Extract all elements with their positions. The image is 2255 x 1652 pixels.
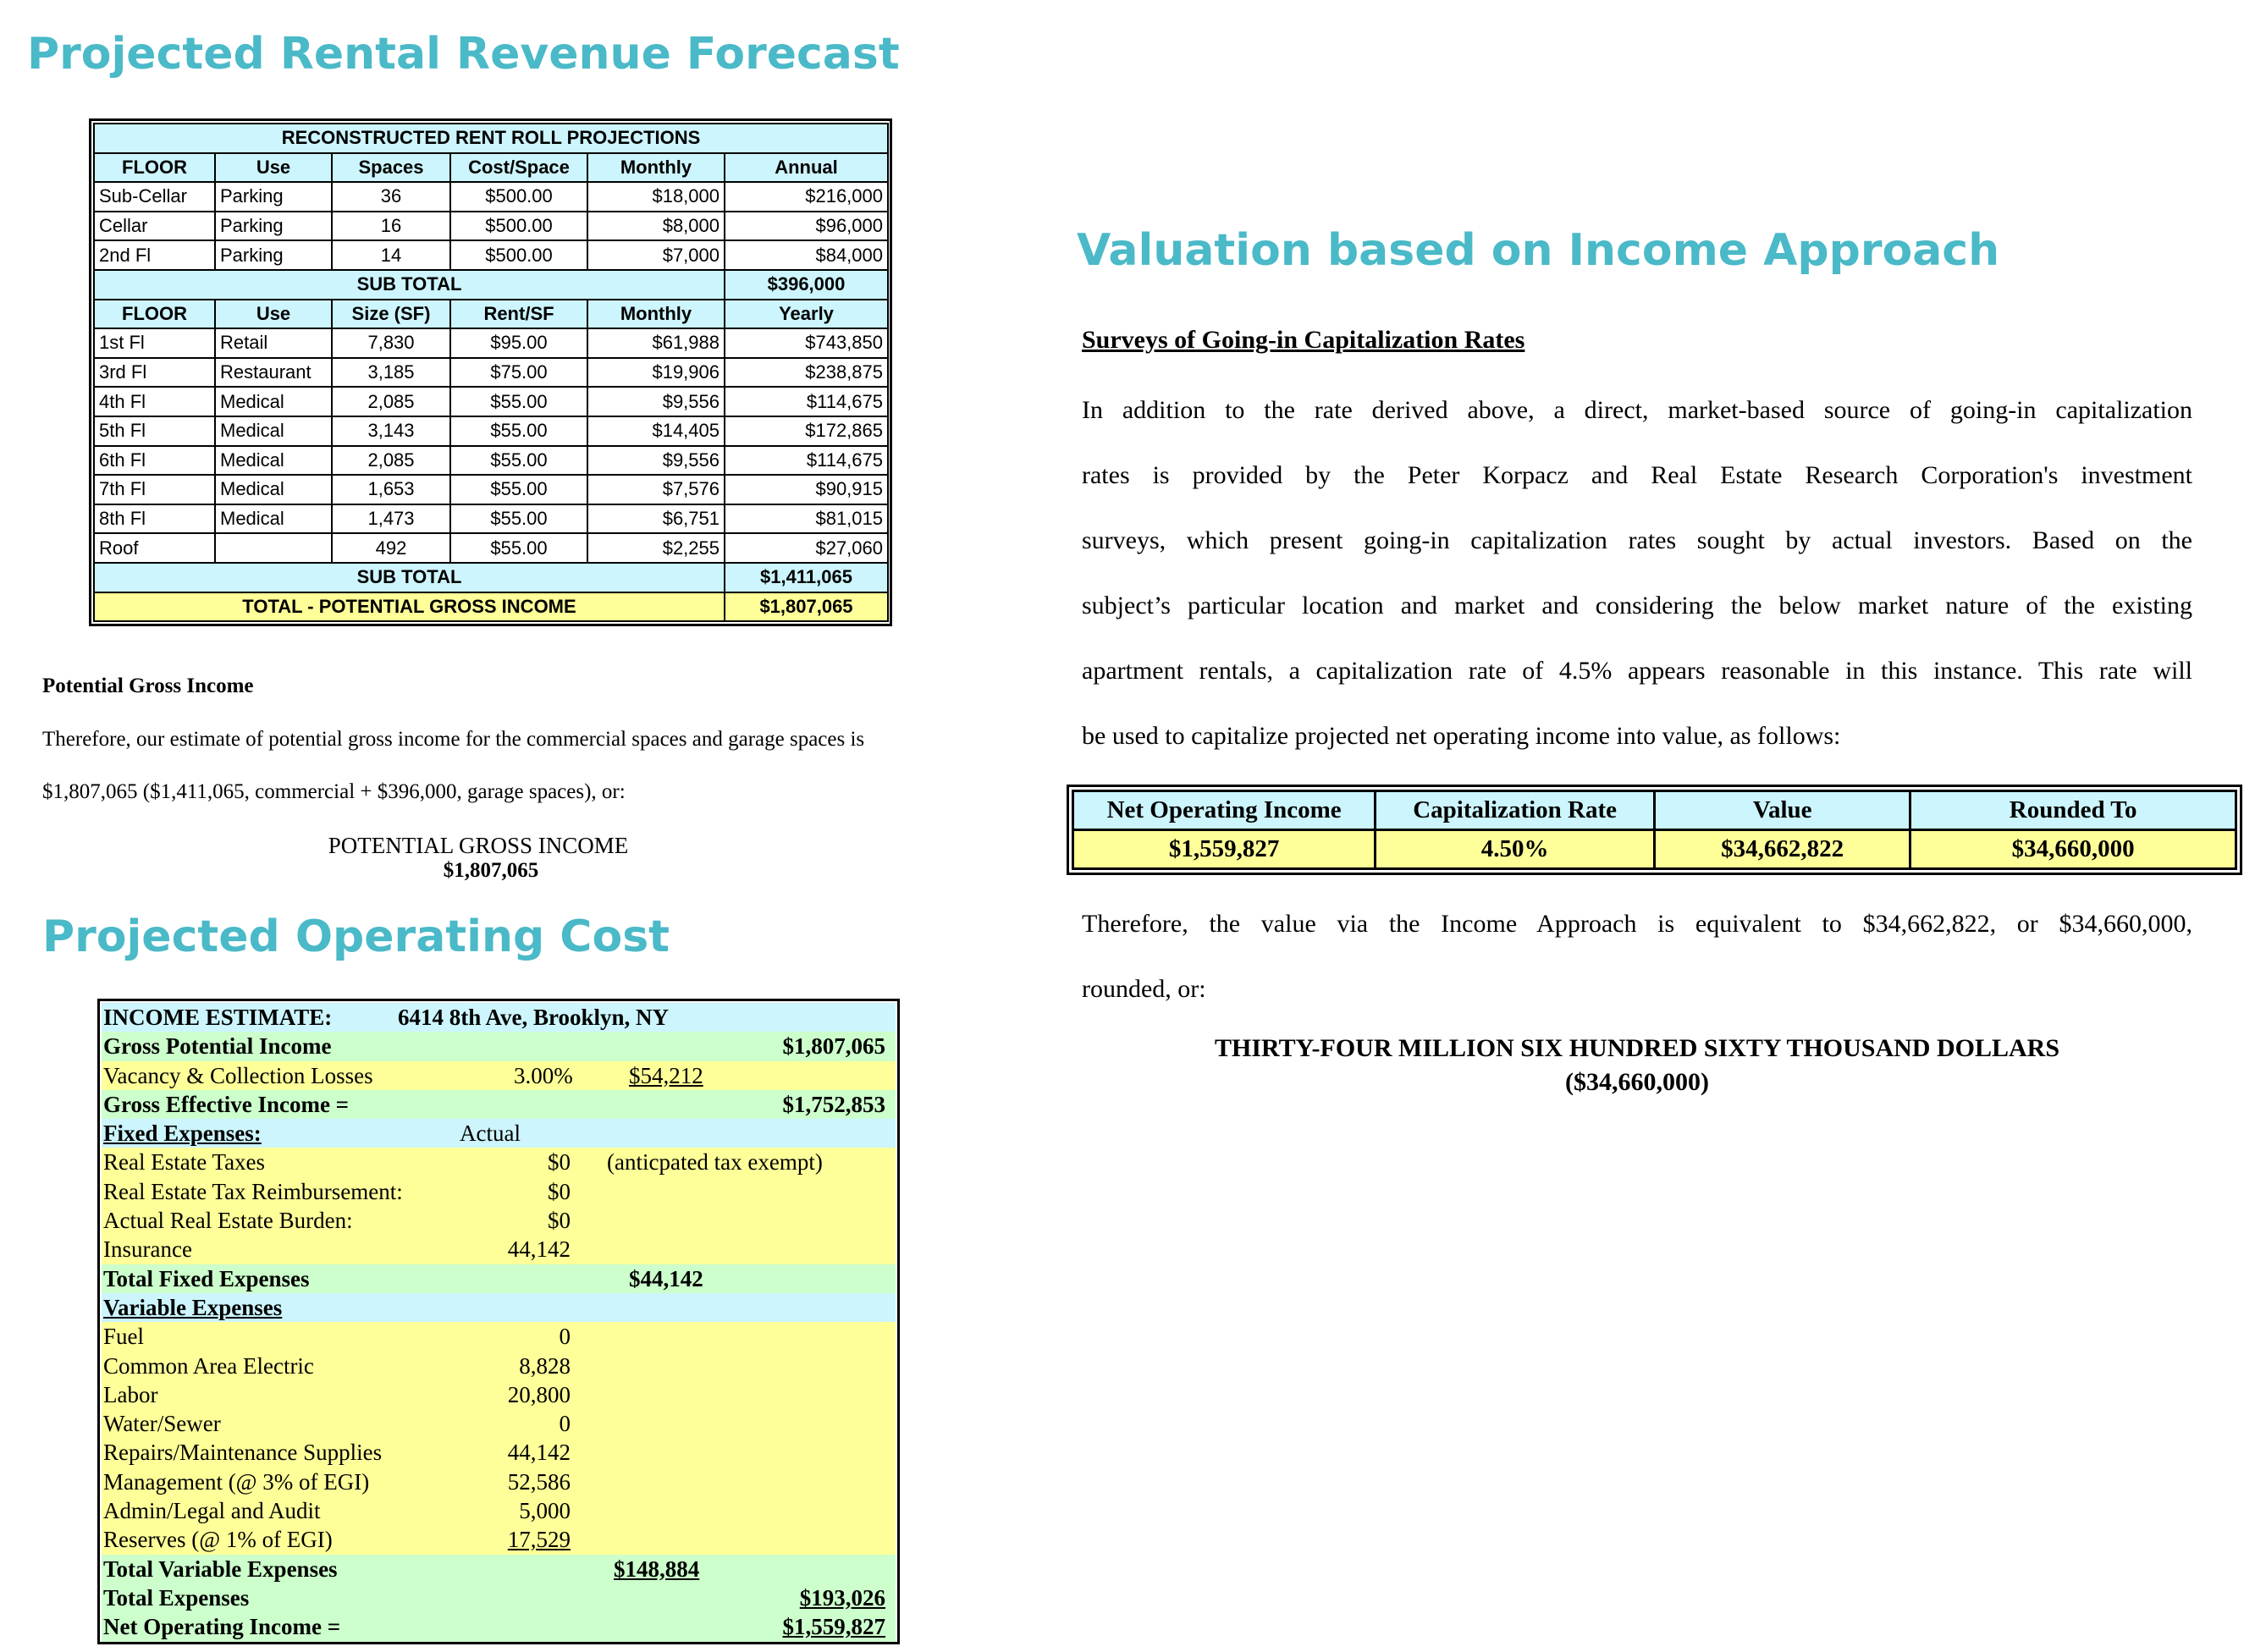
cap-rate-value: 4.50% xyxy=(1376,830,1655,869)
ie-label: Real Estate Tax Reimbursement: xyxy=(103,1178,403,1204)
column-header: Use xyxy=(215,153,332,183)
value-amount: $34,662,822 xyxy=(1654,830,1910,869)
ie-actual-label: Actual xyxy=(460,1121,521,1147)
commercial-row xyxy=(94,416,888,446)
ie-value: 17,529 xyxy=(507,1527,571,1553)
subtotal-label: TOTAL - POTENTIAL GROSS INCOME xyxy=(94,592,725,622)
ie-label: Insurance xyxy=(103,1236,192,1263)
ie-value: 44,142 xyxy=(507,1236,571,1263)
ie-value: 8,828 xyxy=(519,1352,571,1379)
ie-value: $1,807,065 xyxy=(782,1033,885,1060)
parking-row xyxy=(94,212,888,241)
table-cell: 5th Fl xyxy=(94,416,215,446)
table-cell: 2nd Fl xyxy=(94,240,215,270)
ie-label: Reserves (@ 1% of EGI) xyxy=(103,1527,333,1553)
column-header: Yearly xyxy=(725,300,888,329)
ie-title-row xyxy=(102,1003,896,1032)
table-cell: $500.00 xyxy=(450,212,587,241)
column-header: Annual xyxy=(725,153,888,183)
table-cell: 6th Fl xyxy=(94,446,215,476)
ie-value: 44,142 xyxy=(507,1440,571,1466)
table-cell: $500.00 xyxy=(450,182,587,212)
expense-item-row xyxy=(102,1409,896,1438)
table-cell: $96,000 xyxy=(725,212,888,241)
column-header: Value xyxy=(1654,791,1910,830)
table-cell: 3,143 xyxy=(332,416,450,446)
ie-title-label: INCOME ESTIMATE: xyxy=(103,1005,333,1030)
parking-row xyxy=(94,240,888,270)
table-cell: Roof xyxy=(94,533,215,563)
table-cell: 8th Fl xyxy=(94,504,215,534)
table-cell: Restaurant xyxy=(215,358,332,388)
ie-label: Gross Potential Income xyxy=(103,1033,332,1060)
ie-label: Total Expenses xyxy=(103,1584,250,1611)
table-cell: 36 xyxy=(332,182,450,212)
ie-label: Vacancy & Collection Losses xyxy=(103,1062,373,1088)
ie-value: 20,800 xyxy=(507,1381,571,1407)
table-cell: Parking xyxy=(215,182,332,212)
table-cell: 2,085 xyxy=(332,387,450,416)
table-cell: $14,405 xyxy=(587,416,725,446)
parking-row xyxy=(94,182,888,212)
valuation-table xyxy=(1067,785,2242,875)
final-value-words: THIRTY-FOUR MILLION SIX HUNDRED SIXTY THOUSAND DOLLARS xyxy=(1214,1034,2059,1062)
column-header: Net Operating Income xyxy=(1073,791,1376,830)
ie-value: $0 xyxy=(548,1178,571,1204)
column-header: Monthly xyxy=(587,300,725,329)
ie-total-fixed-row xyxy=(102,1264,896,1293)
expense-item-row xyxy=(102,1235,896,1264)
paragraph-line: rates is provided by the Peter Korpacz and Real Estate Research Corporation's investment xyxy=(1082,461,2192,489)
ie-label: Variable Expenses xyxy=(103,1294,283,1320)
column-header: Use xyxy=(215,300,332,329)
table-cell: $9,556 xyxy=(587,446,725,476)
ie-label: Actual Real Estate Burden: xyxy=(103,1208,353,1234)
final-value-number: ($34,660,000) xyxy=(1565,1068,1709,1096)
column-header: Capitalization Rate xyxy=(1376,791,1655,830)
expense-item-row xyxy=(102,1380,896,1409)
table-cell: $75.00 xyxy=(450,358,587,388)
table-cell: Medical xyxy=(215,416,332,446)
paragraph-line: rounded, or: xyxy=(1082,975,1206,1003)
table-cell: Sub-Cellar xyxy=(94,182,215,212)
ie-noi-row xyxy=(102,1612,896,1641)
ie-value: 52,586 xyxy=(507,1468,571,1495)
parking-subtotal-row xyxy=(94,270,888,300)
expense-item-row xyxy=(102,1496,896,1525)
ie-label: Repairs/Maintenance Supplies xyxy=(103,1440,383,1466)
ie-value: $54,212 xyxy=(629,1062,703,1088)
table-cell: $114,675 xyxy=(725,387,888,416)
table-cell: $55.00 xyxy=(450,416,587,446)
ie-value: 0 xyxy=(559,1324,571,1350)
paragraph-line: Therefore, the value via the Income Approach is equivalent to $34,662,822, or $34,660,000, xyxy=(1082,910,2192,938)
ie-label: Admin/Legal and Audit xyxy=(103,1498,321,1524)
ie-label: Net Operating Income = xyxy=(103,1614,341,1640)
paragraph-line: subject’s particular location and market and considering the below market nature of the existing xyxy=(1082,592,2192,620)
column-header: Cost/Space xyxy=(450,153,587,183)
valuation-heading: Valuation based on Income Approach xyxy=(1077,225,2000,276)
table-cell: 1,653 xyxy=(332,475,450,504)
paragraph-line: surveys, which present going-in capitalization rates sought by actual investors. Based on the xyxy=(1082,526,2192,554)
expense-item-row xyxy=(102,1148,896,1176)
table-cell: $55.00 xyxy=(450,446,587,476)
total-gross-income-row xyxy=(94,592,888,622)
operating-cost-heading: Projected Operating Cost xyxy=(42,911,670,962)
ie-address: 6414 8th Ave, Brooklyn, NY xyxy=(398,1005,670,1030)
valuation-header-row xyxy=(1073,791,2236,830)
rent-roll-table xyxy=(89,118,892,626)
commercial-row xyxy=(94,475,888,504)
income-estimate-table xyxy=(97,999,900,1644)
subtotal-value: $396,000 xyxy=(725,270,888,300)
table-cell: 7,830 xyxy=(332,328,450,358)
table-cell: Retail xyxy=(215,328,332,358)
ie-label: Water/Sewer xyxy=(103,1411,221,1437)
ie-label: Total Fixed Expenses xyxy=(103,1265,310,1291)
table-cell: $500.00 xyxy=(450,240,587,270)
ie-value: 0 xyxy=(559,1411,571,1437)
table-cell: $9,556 xyxy=(587,387,725,416)
ie-gross-potential-row xyxy=(102,1032,896,1060)
rent-roll-title: RECONSTRUCTED RENT ROLL PROJECTIONS xyxy=(94,124,888,153)
rental-forecast-heading: Projected Rental Revenue Forecast xyxy=(27,29,900,80)
ie-label: Common Area Electric xyxy=(103,1352,314,1379)
ie-label: Real Estate Taxes xyxy=(103,1149,266,1176)
table-cell: Medical xyxy=(215,446,332,476)
table-cell: $27,060 xyxy=(725,533,888,563)
ie-total-variable-row xyxy=(102,1555,896,1583)
table-cell: $55.00 xyxy=(450,504,587,534)
table-cell: Parking xyxy=(215,240,332,270)
ie-label: Labor xyxy=(103,1381,158,1407)
table-cell: $8,000 xyxy=(587,212,725,241)
expense-item-row xyxy=(102,1322,896,1351)
table-cell: $18,000 xyxy=(587,182,725,212)
ie-value: $0 xyxy=(548,1208,571,1234)
column-header: Rounded To xyxy=(1910,791,2236,830)
expense-item-row xyxy=(102,1468,896,1496)
cap-rate-subheading: Surveys of Going-in Capitalization Rates xyxy=(1082,326,1525,354)
column-header: FLOOR xyxy=(94,300,215,329)
pgi-center-label: POTENTIAL GROSS INCOME xyxy=(328,833,629,858)
commercial-row xyxy=(94,328,888,358)
rounded-value: $34,660,000 xyxy=(1910,830,2236,869)
ie-rate: 3.00% xyxy=(514,1062,573,1088)
valuation-value-row xyxy=(1073,830,2236,869)
ie-label: Total Variable Expenses xyxy=(103,1556,338,1582)
column-header: Monthly xyxy=(587,153,725,183)
column-header: FLOOR xyxy=(94,153,215,183)
table-cell: $84,000 xyxy=(725,240,888,270)
expense-item-row xyxy=(102,1177,896,1206)
expense-item-row xyxy=(102,1438,896,1467)
table-cell: 1st Fl xyxy=(94,328,215,358)
ie-value: $0 xyxy=(548,1149,571,1176)
ie-label: Management (@ 3% of EGI) xyxy=(103,1468,370,1495)
column-header: Spaces xyxy=(332,153,450,183)
ie-gross-effective-row xyxy=(102,1090,896,1119)
table-cell xyxy=(215,533,332,563)
commercial-subtotal-row xyxy=(94,563,888,592)
ie-label: Fixed Expenses: xyxy=(103,1121,262,1147)
subtotal-value: $1,411,065 xyxy=(725,563,888,592)
ie-value: $193,026 xyxy=(799,1584,885,1611)
noi-value: $1,559,827 xyxy=(1073,830,1376,869)
table-cell: $55.00 xyxy=(450,475,587,504)
expense-item-row xyxy=(102,1525,896,1554)
valuation-paragraph xyxy=(1082,377,2192,768)
subtotal-value: $1,807,065 xyxy=(725,592,888,622)
ie-value: $1,752,853 xyxy=(782,1091,885,1117)
commercial-row xyxy=(94,533,888,563)
ie-value: $1,559,827 xyxy=(782,1614,885,1640)
table-cell: 7th Fl xyxy=(94,475,215,504)
table-cell: $238,875 xyxy=(725,358,888,388)
table-cell: 1,473 xyxy=(332,504,450,534)
ie-label: Gross Effective Income = xyxy=(103,1091,350,1117)
paragraph-line: In addition to the rate derived above, a direct, market-based source of going-in capitalization xyxy=(1082,396,2192,424)
table-cell: 492 xyxy=(332,533,450,563)
table-cell: 2,085 xyxy=(332,446,450,476)
table-cell: 3rd Fl xyxy=(94,358,215,388)
ie-label: Fuel xyxy=(103,1324,145,1350)
table-cell: $743,850 xyxy=(725,328,888,358)
ie-vacancy-row xyxy=(102,1061,896,1090)
pgi-center-value: $1,807,065 xyxy=(443,859,539,882)
table-cell: $61,988 xyxy=(587,328,725,358)
table-cell: $6,751 xyxy=(587,504,725,534)
ie-total-expenses-row xyxy=(102,1583,896,1612)
ie-note: (anticpated tax exempt) xyxy=(607,1149,823,1176)
table-cell: 14 xyxy=(332,240,450,270)
table-cell: Medical xyxy=(215,504,332,534)
table-cell: $90,915 xyxy=(725,475,888,504)
ie-value: $148,884 xyxy=(614,1556,700,1582)
table-cell: 16 xyxy=(332,212,450,241)
table-cell: $114,675 xyxy=(725,446,888,476)
table-cell: 4th Fl xyxy=(94,387,215,416)
table-cell: $19,906 xyxy=(587,358,725,388)
expense-item-row xyxy=(102,1352,896,1380)
commercial-row xyxy=(94,504,888,534)
paragraph-line: apartment rentals, a capitalization rate of 4.5% appears reasonable in this instance. This rate will xyxy=(1082,657,2192,685)
table-cell: Cellar xyxy=(94,212,215,241)
column-header: Rent/SF xyxy=(450,300,587,329)
commercial-row xyxy=(94,446,888,476)
commercial-header-row xyxy=(94,300,888,329)
parking-header-row xyxy=(94,153,888,183)
subtotal-label: SUB TOTAL xyxy=(94,563,725,592)
ie-value: 5,000 xyxy=(519,1498,571,1524)
table-cell: Medical xyxy=(215,475,332,504)
conclusion-paragraph xyxy=(1082,891,2192,1021)
commercial-row xyxy=(94,387,888,416)
pgi-line-1: Therefore, our estimate of potential gross income for the commercial spaces and garage spaces is xyxy=(42,728,865,751)
table-cell: $7,576 xyxy=(587,475,725,504)
table-cell: $2,255 xyxy=(587,533,725,563)
table-cell: Medical xyxy=(215,387,332,416)
commercial-row xyxy=(94,358,888,388)
ie-fixed-header-row xyxy=(102,1119,896,1148)
column-header: Size (SF) xyxy=(332,300,450,329)
table-cell: Parking xyxy=(215,212,332,241)
table-cell: $55.00 xyxy=(450,387,587,416)
ie-value: $44,142 xyxy=(629,1265,703,1291)
ie-variable-header-row xyxy=(102,1293,896,1322)
table-cell: $55.00 xyxy=(450,533,587,563)
table-cell: 3,185 xyxy=(332,358,450,388)
table-cell: $172,865 xyxy=(725,416,888,446)
pgi-line-2: $1,807,065 ($1,411,065, commercial + $396,000, garage spaces), or: xyxy=(42,780,626,803)
paragraph-line: be used to capitalize projected net operating income into value, as follows: xyxy=(1082,722,1841,750)
subtotal-label: SUB TOTAL xyxy=(94,270,725,300)
table-cell: $81,015 xyxy=(725,504,888,534)
table-cell: $216,000 xyxy=(725,182,888,212)
table-cell: $95.00 xyxy=(450,328,587,358)
pgi-title: Potential Gross Income xyxy=(42,675,254,697)
expense-item-row xyxy=(102,1206,896,1235)
table-cell: $7,000 xyxy=(587,240,725,270)
